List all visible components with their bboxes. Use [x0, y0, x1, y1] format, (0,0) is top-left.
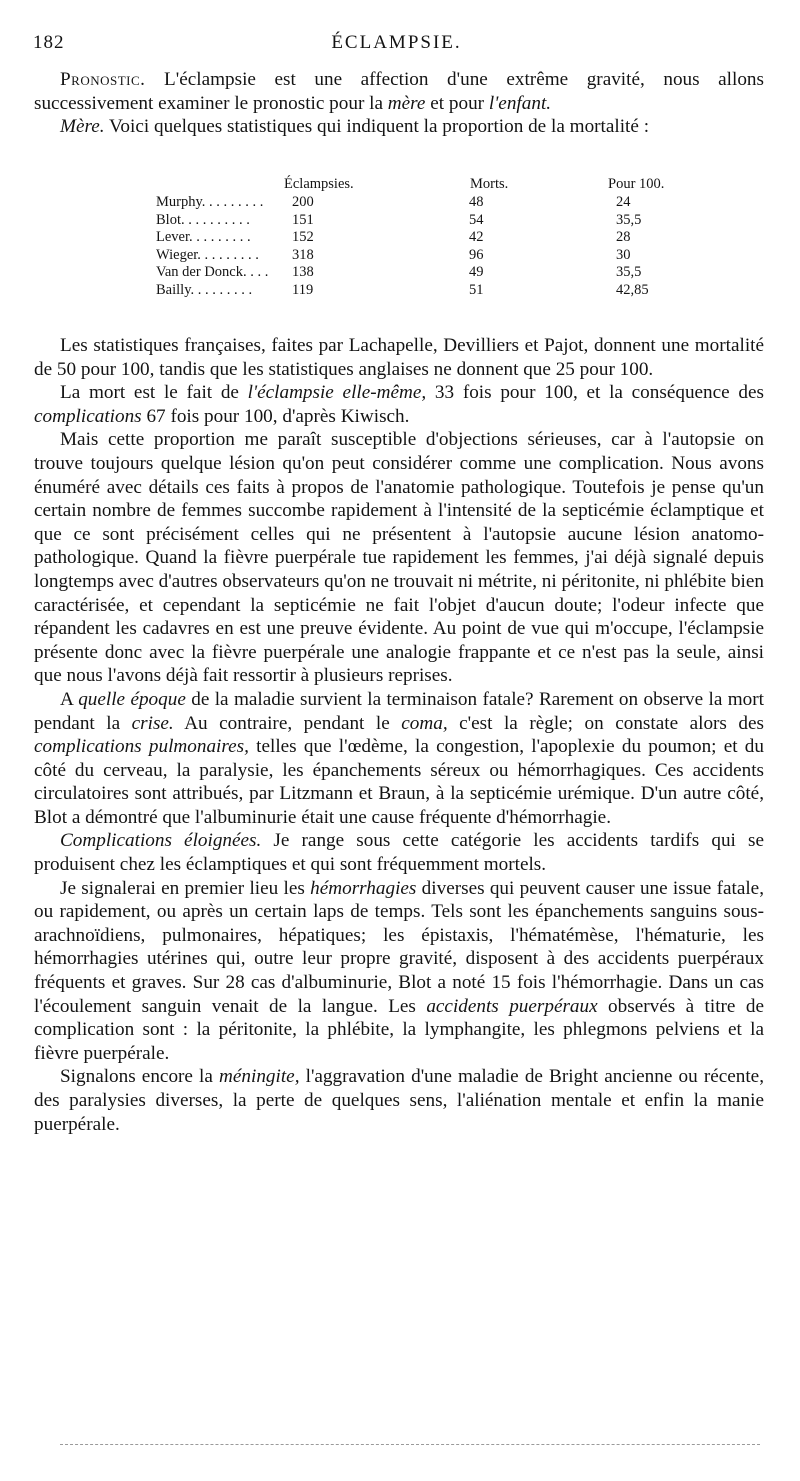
main-text: [34, 334, 764, 1136]
percent-value: 30: [616, 246, 631, 263]
column-header-pour100: Pour 100.: [608, 176, 665, 192]
author-name: Van der Donck. . . .: [156, 264, 269, 281]
table-row: [156, 229, 716, 247]
page-number: 182: [33, 32, 65, 53]
mortality-statistics-table: [156, 176, 716, 300]
eclampsies-count: 152: [292, 229, 314, 246]
running-title: ÉCLAMPSIE.: [331, 32, 462, 53]
paragraph-hemorrhagies: Je signalerai en premier lieu les hémorrhagies diverses qui peuvent causer une issue fatale, ou rapidement, ou après un certain laps de temps. Tels sont les épanchements sanguins sous-arachnoïdiens, pulmonaires, hépatiques; les épistaxis, l'hématémèse, l'hématurie, les hémorrhagies utérines qui, outre leur propre gravité, disposent à des accidents puerpéraux fréquents et graves. Sur 28 cas d'albuminurie, Blot a noté 15 fois l'hémorrhagie. Dans un cas l'écoulement sanguin venait de la langue. Les accidents puerpéraux observés à titre de complication sont : la péritonite, la phlébite, la lymphangite, les phlegmons pelviens et la fièvre puerpérale.: [34, 877, 764, 1064]
paragraph-complications-eloignees: Complications éloignées. Je range sous cette catégorie les accidents tardifs qui se produisent chez les éclamptiques et qui sont fréquemment mortels.: [34, 830, 764, 876]
author-name: Wieger. . . . . . . . .: [156, 246, 259, 263]
percent-value: 35,5: [616, 264, 642, 281]
eclampsies-count: 318: [292, 246, 314, 263]
author-name: Murphy. . . . . . . . .: [156, 194, 264, 210]
deaths-count: 48: [469, 194, 484, 210]
paragraph-statistics: Les statistiques françaises, faites par Lachapelle, Devilliers et Pajot, donnent une mortalité de 50 pour 100, tandis que les statistiques anglaises ne donnent que 25 pour 100.: [34, 335, 764, 380]
deaths-count: 54: [469, 211, 484, 228]
paragraph-objections: Mais cette proportion me paraît susceptible d'objections sérieuses, car à l'autopsie on trouve toujours quelque lésion qu'on peut considérer comme une complication. Nous avons énuméré avec détails ces faits à propos de l'anatomie pathologique. Toutefois je pense qu'un certain nombre de femmes succombe rapidement à l'intensité de la septicémie éclamptique et que ce sont précisément celles qui ne présentent à l'autopsie aucune lésion anatomo-pathologique. Quand la fièvre puerpérale tue rapidement les femmes, j'ai déjà signalé depuis longtemps avec d'autres observateurs qu'on ne trouvait ni métrite, ni péritonite, ni phlébite bien caractérisée, et cependant la septicémie ne fait l'objet d'aucun doute; l'odeur infecte que répandent les cadavres en est une preuve évidente. Au point de vue qui m'occupe, l'éclampsie présente donc avec la fièvre puerpérale une analogie frappante et ce n'est pas la seule, ainsi que nous l'avons déjà fait ressortir à plusieurs reprises.: [34, 429, 764, 687]
eclampsies-count: 200: [292, 194, 314, 210]
eclampsies-count: 151: [292, 211, 314, 228]
table-row: [156, 282, 716, 300]
table-row: [156, 194, 716, 212]
section-label-pronostic: Pronostic.: [60, 69, 146, 90]
paragraph-epoque: A quelle époque de la maladie survient la terminaison fatale? Rarement on observe la mort pendant la crise. Au contraire, pendant le coma, c'est la règle; on constate alors des complications pulmonaires, telles que l'œdème, la congestion, l'apoplexie du poumon; et du côté du cerveau, la paralysie, les épanchements séreux ou hémorrhagiques. Ces accidents circulatoires sont attribués, par Litzmann et Braun, à la septicémie urémique. D'un autre côté, Blot a démontré que l'albuminurie était une cause fréquente d'hémorrhagie.: [34, 688, 764, 828]
percent-value: 24: [616, 194, 631, 210]
percent-value: 42,85: [616, 281, 649, 298]
deaths-count: 51: [469, 281, 484, 298]
paragraph-meningite: Signalons encore la méningite, l'aggravation d'une maladie de Bright ancienne ou récente, des paralysies diverses, la perte de quelques sens, l'aliénation mentale et enfin la manie puerpérale.: [34, 1066, 764, 1135]
paragraph-mere: Mère. Voici quelques statistiques qui indiquent la proportion de la mortalité :: [60, 116, 650, 138]
percent-value: 35,5: [616, 211, 642, 228]
table-row: [156, 247, 716, 265]
deaths-count: 96: [469, 246, 484, 263]
table-row: [156, 264, 716, 282]
deaths-count: 42: [469, 229, 484, 246]
column-header-eclampsies: Éclampsies.: [284, 176, 354, 192]
table-row: [156, 212, 716, 230]
author-name: Lever. . . . . . . . .: [156, 229, 251, 246]
table-header-row: [156, 176, 716, 194]
author-name: Bailly. . . . . . . . .: [156, 281, 253, 298]
paragraph-cause-of-death: La mort est le fait de l'éclampsie elle-même, 33 fois pour 100, et la conséquence des complications 67 fois pour 100, d'après Kiwisch.: [34, 382, 764, 427]
author-name: Blot. . . . . . . . . .: [156, 211, 250, 228]
paragraph-pronostic: Pronostic. L'éclampsie est une affection d'une extrême gravité, nous allons successivement examiner le pronostic pour la mère et pour l'enfant.: [34, 69, 764, 114]
intro-section: [34, 68, 764, 139]
percent-value: 28: [616, 229, 631, 246]
section-label-mere: Mère.: [60, 116, 105, 138]
footer-dashed-rule: [60, 1444, 760, 1445]
eclampsies-count: 138: [292, 264, 314, 281]
eclampsies-count: 119: [292, 281, 314, 298]
page-header: [33, 32, 760, 62]
deaths-count: 49: [469, 264, 484, 281]
column-header-morts: Morts.: [470, 176, 509, 192]
